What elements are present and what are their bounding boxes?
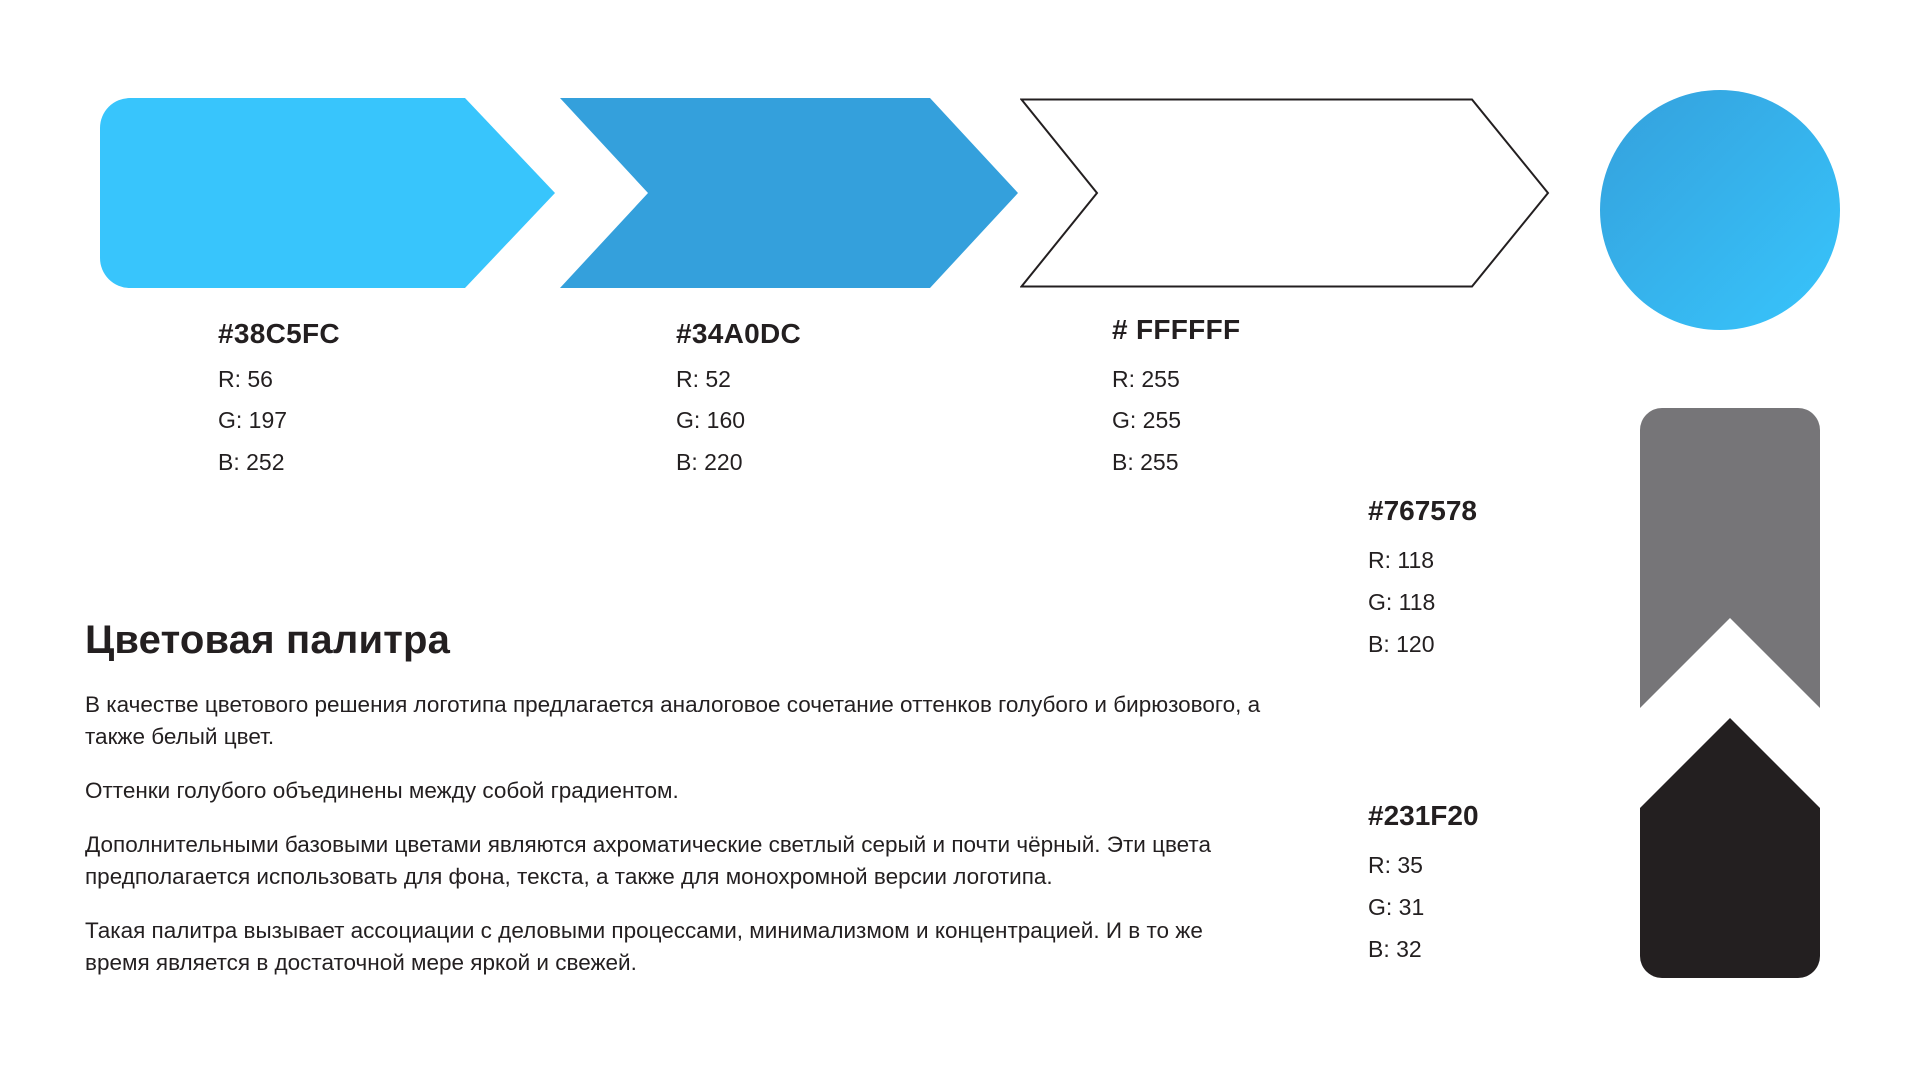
swatch-3-r: R: 255 [1112,366,1180,392]
grey-bookmark-shape [1640,408,1820,708]
side-swatch-grey-info [1368,495,1477,665]
black-pentagon-shape [1640,718,1820,978]
swatch-1-hex: #38C5FC [218,318,340,349]
color-swatch-shape-3 [1020,98,1480,288]
swatch-2-r: R: 52 [676,366,731,392]
swatch-1-r: R: 56 [218,366,273,392]
swatch-2-hex: #34A0DC [676,318,802,349]
side-swatch-grey-g: G: 118 [1368,589,1436,615]
side-swatch-black-hex: #231F20 [1368,800,1479,831]
swatch-1-b: B: 252 [218,449,285,475]
side-swatch-grey-hex: #767578 [1368,495,1478,526]
swatch-3-b: B: 255 [1112,449,1179,475]
side-swatch-black-info [1368,800,1479,970]
side-swatch-black-r: R: 35 [1368,852,1423,878]
color-swatch-shape-2 [560,98,1020,288]
body-copy [85,618,1285,979]
swatch-2-g: G: 160 [676,407,746,433]
swatch-1-g: G: 197 [218,407,288,433]
paragraph-4: Такая палитра вызывает ассоциации с деловыми процессами, минимализмом и концентрацией. И в то же время является в достаточной мере яркой и свежей. [85,918,1203,975]
paragraph-2: Оттенки голубого объединены между собой градиентом. [85,778,679,803]
page-title: Цветовая палитра [85,618,451,662]
side-swatch-black-g: G: 31 [1368,894,1425,920]
gradient-circle-sample [1600,90,1840,330]
swatch-3-g: G: 255 [1112,407,1182,433]
paragraph-3: Дополнительными базовыми цветами являются ахроматические светлый серый и почти чёрный. Эти цвета предполагается использовать для фона, текста, а также для монохромной версии логотипа. [85,832,1211,889]
side-swatch-black-b: B: 32 [1368,936,1422,962]
swatch-2-b: B: 220 [676,449,743,475]
paragraph-1: В качестве цветового решения логотипа предлагается аналоговое сочетание оттенков голубого и бирюзового, а также белый цвет. [85,692,1261,749]
side-swatch-grey-r: R: 118 [1368,547,1435,573]
color-swatch-shape-1 [100,98,560,288]
swatch-3-hex: # FFFFFF [1112,314,1241,345]
side-swatch-grey-b: B: 120 [1368,631,1435,657]
